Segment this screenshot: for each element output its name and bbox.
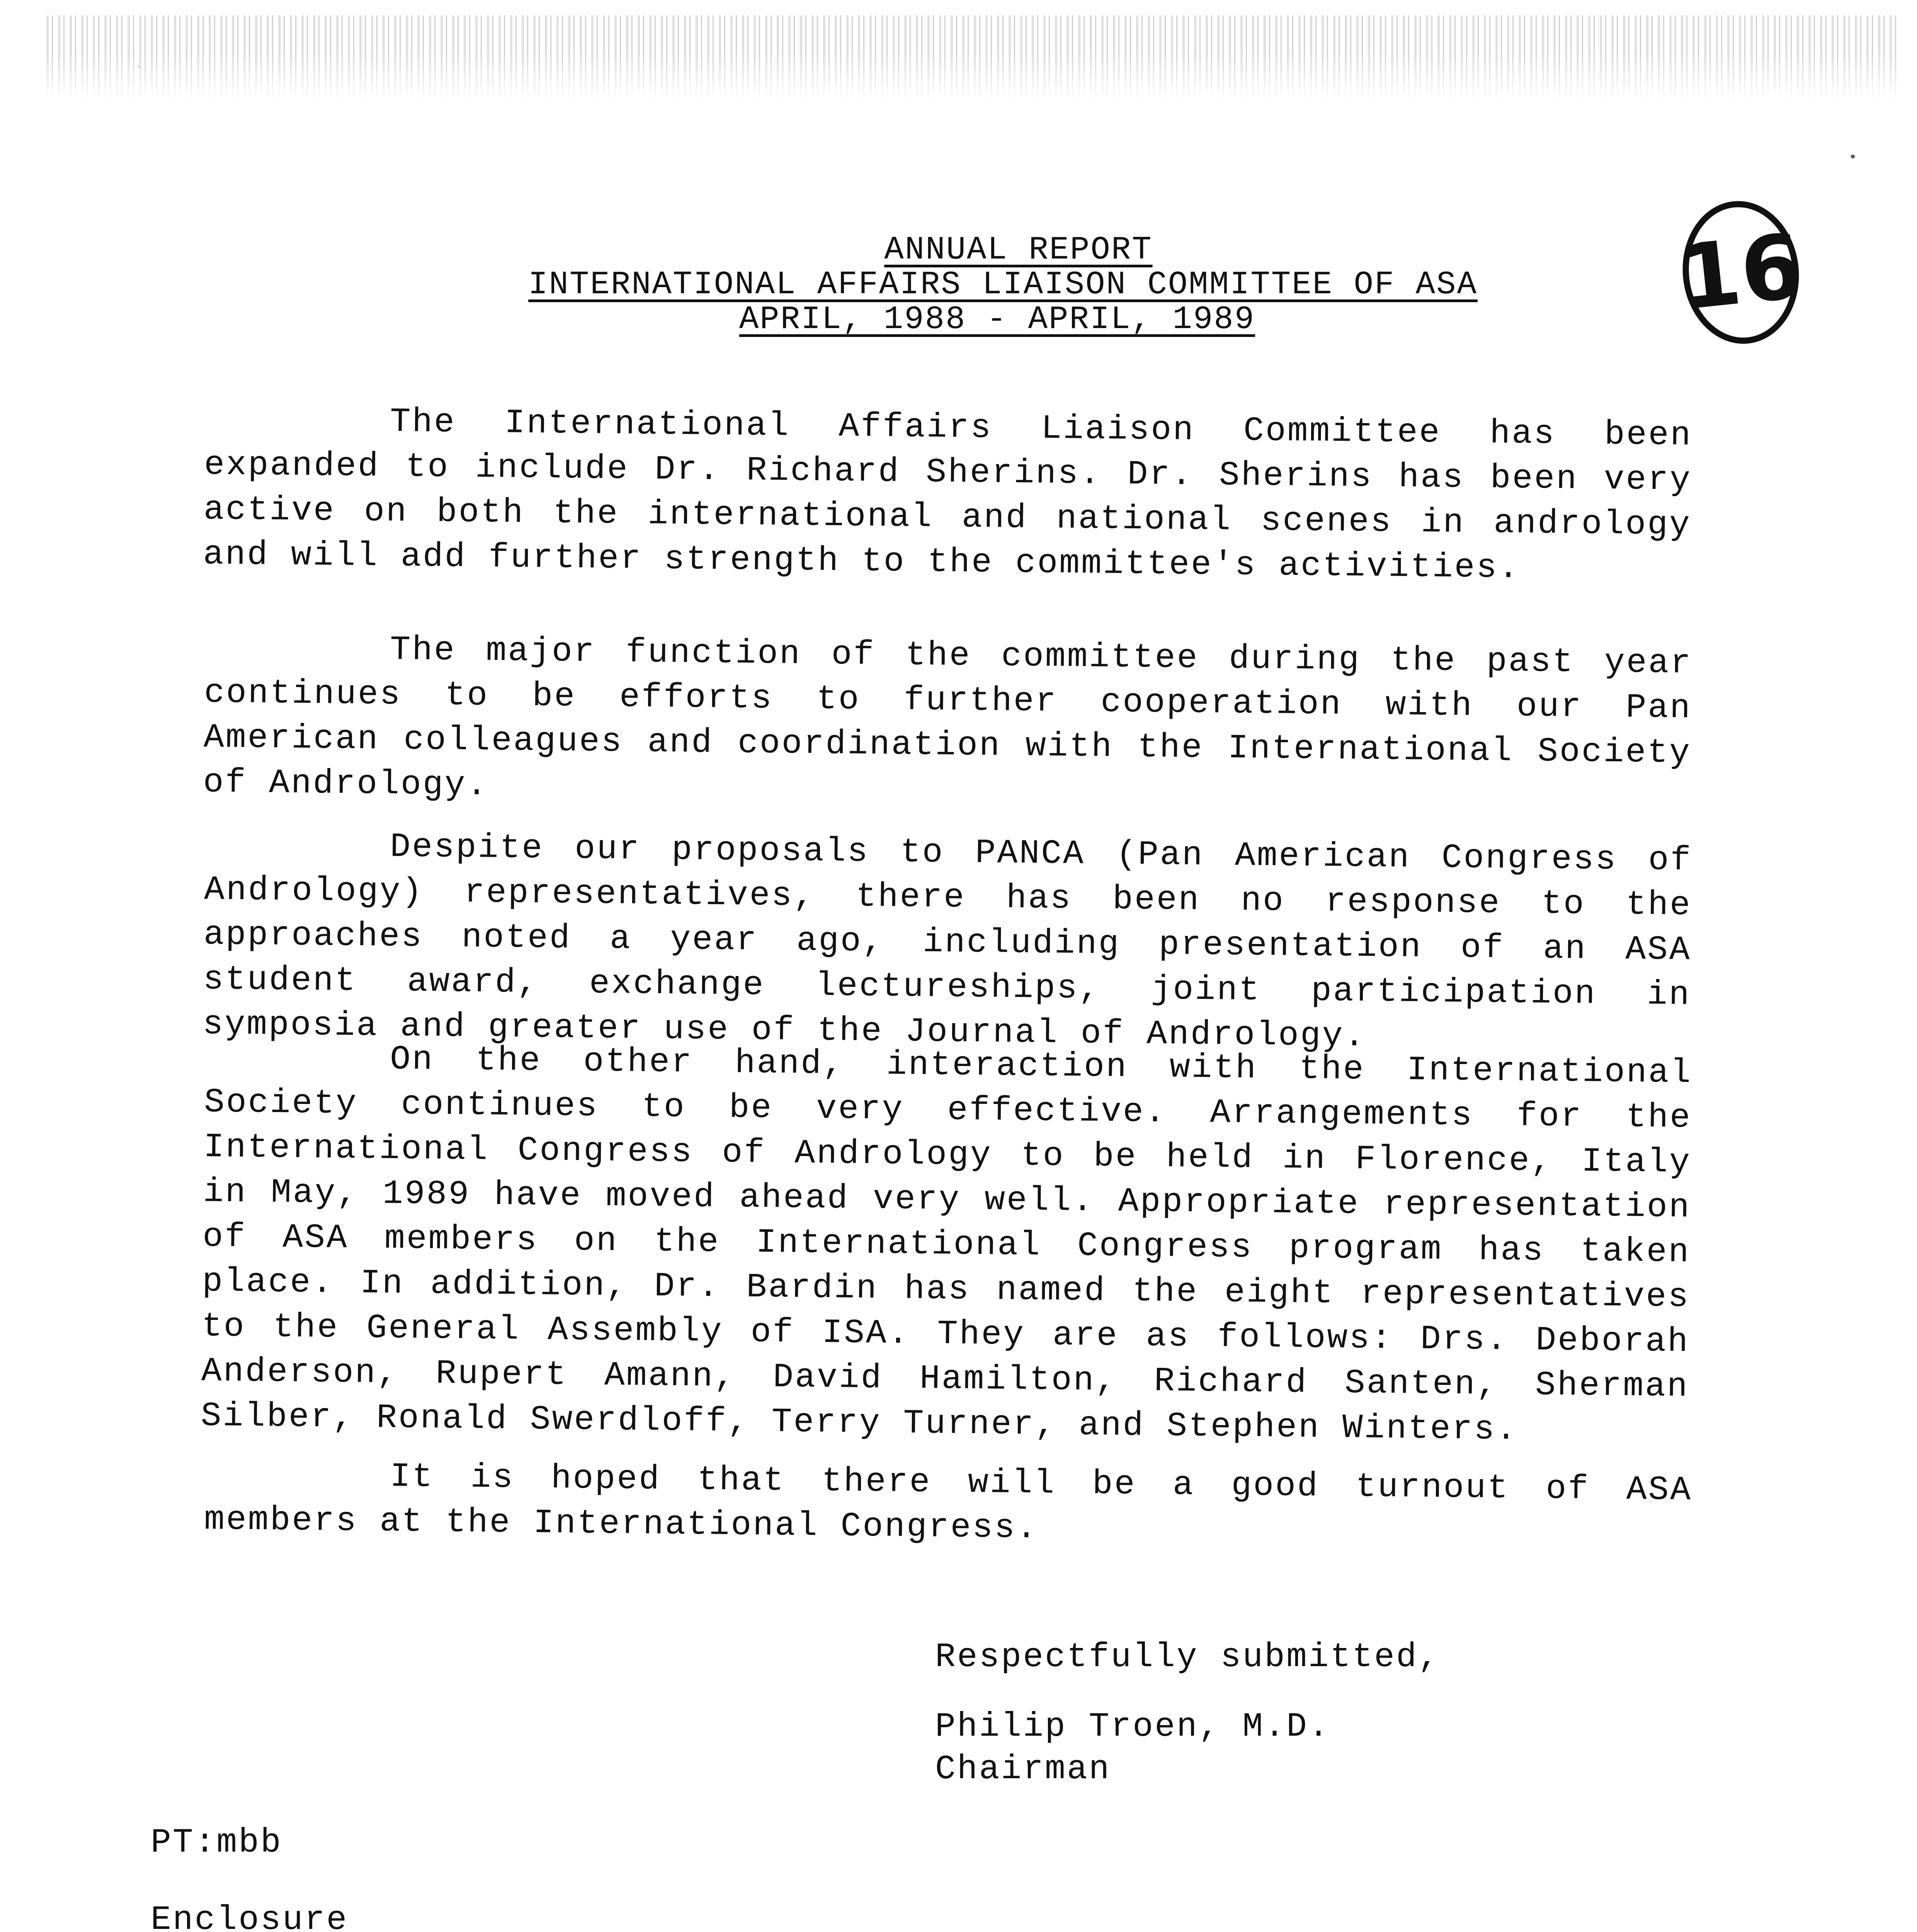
scan-speck (1851, 155, 1855, 158)
enclosure-note: Enclosure (151, 1901, 349, 1932)
signer-title: Chairman (935, 1750, 1111, 1789)
scan-noise-strip (46, 15, 1901, 100)
paragraph-4: On the other hand, interaction with the International Society continues to be very effective. Arrangements for the International Congress of Andrology to be held in Florence, Italy in May, 1989 have moved ahead very well. Appropriate representation of ASA members on the International Congress program has taken place. In addition, Dr. Bardin has named the eight representatives to the General Assembly of ISA. They are as follows: Drs. Deborah Anderson, Rupert Amann, David Hamilton, Richard Santen, Sherman Silber, Ronald Swerdloff, Terry Turner, and Stephen Winters. (201, 1041, 1692, 1449)
signer-name: Philip Troen, M.D. (935, 1708, 1330, 1746)
report-title-line1: ANNUAL REPORT (884, 232, 1153, 269)
paragraph-1: The International Affairs Liaison Committee has been expanded to include Dr. Richard Sherins. Dr. Sherins has been very active on both the international and national scenes in andrology and will add further strength to the committee's activities. (203, 403, 1692, 588)
typist-initials: PT:mbb (151, 1824, 282, 1862)
report-title-line2: INTERNATIONAL AFFAIRS LIAISON COMMITTEE OF ASA (528, 267, 1478, 303)
closing-line: Respectfully submitted, (935, 1638, 1440, 1677)
paragraph-5: It is hoped that there will be a good turnout of ASA members at the International Congress. (204, 1458, 1692, 1548)
report-title-line3: APRIL, 1988 - APRIL, 1989 (739, 301, 1255, 338)
paragraph-2: The major function of the committee during the past year continues to be efforts to further cooperation with our Pan American colleagues and coordination with the International Society of Andrology. (203, 631, 1692, 805)
paragraph-3: Despite our proposals to PANCA (Pan American Congress of Andrology) representatives, there has been no response to the approaches noted a year ago, including presentation of an ASA student award, exchange lectureships, joint participation in symposia and greater use of the Journal of Andrology. (202, 828, 1692, 1056)
page-number: 16 (1674, 214, 1808, 330)
